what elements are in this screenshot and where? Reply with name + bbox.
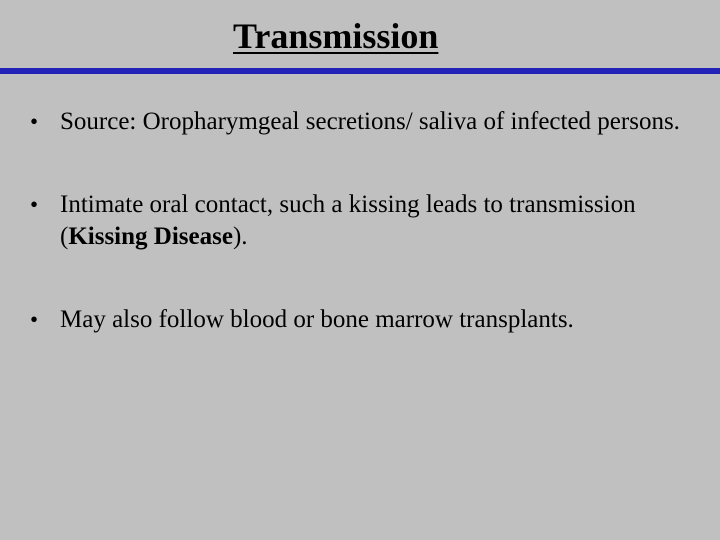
bullet-text-after-highlight: ). bbox=[232, 223, 248, 250]
bullet-text-before-highlight: Intimate oral contact, such a kissing leads to transmission ( bbox=[60, 191, 636, 250]
bullet-text-source: Source: Oropharymgeal secretions/ saliva of infected persons. bbox=[60, 108, 680, 135]
bullet-item-source bbox=[30, 106, 680, 138]
bullet-icon: • bbox=[30, 192, 39, 217]
bullet-icon: • bbox=[30, 109, 39, 134]
kissing-disease-highlight: Kissing Disease bbox=[68, 223, 233, 250]
bullet-text-transplants: May also follow blood or bone marrow transplants. bbox=[60, 306, 574, 333]
bullet-item-intimate-contact bbox=[30, 189, 680, 253]
slide-title: Transmission bbox=[233, 16, 439, 56]
title-divider bbox=[0, 68, 720, 74]
bullet-icon: • bbox=[30, 307, 39, 332]
bullet-list bbox=[30, 106, 680, 336]
bullet-item-transplants bbox=[30, 304, 680, 336]
